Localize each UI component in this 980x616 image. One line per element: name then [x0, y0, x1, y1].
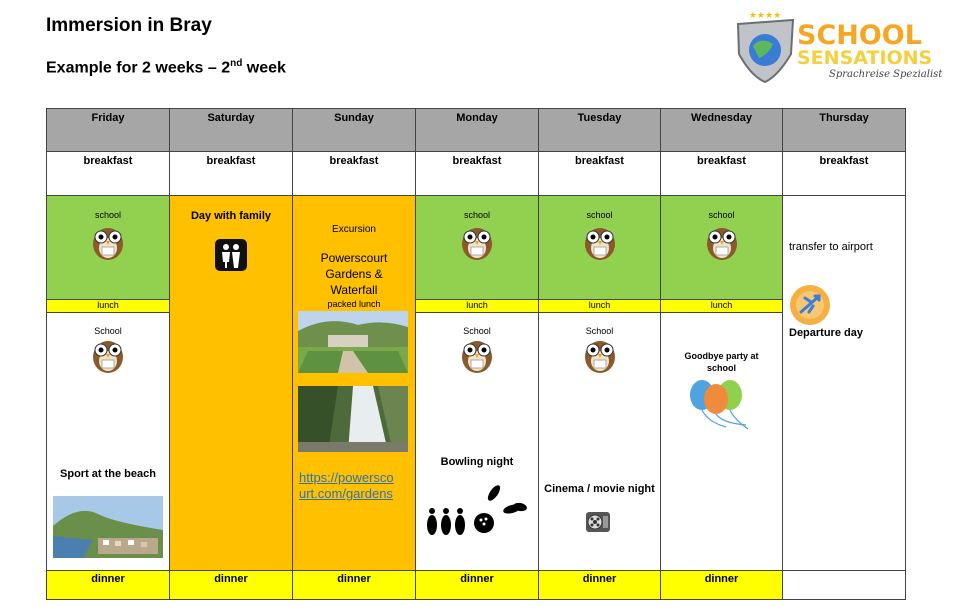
- cinema-night-label: Cinema / movie night: [544, 483, 655, 495]
- day-header-saturday: Saturday: [169, 108, 293, 152]
- powerscourt-label: Powerscourt Gardens & Waterfall: [320, 251, 388, 297]
- thursday-dinner-empty: [782, 570, 906, 600]
- breakfast-cell: breakfast: [415, 151, 539, 196]
- page-title: Immersion in Bray: [46, 15, 212, 36]
- dinner-cell: dinner: [292, 570, 416, 600]
- lunch-cell: lunch: [46, 299, 170, 313]
- dinner-cell: dinner: [538, 570, 661, 600]
- svg-text:SENSATIONS: SENSATIONS: [797, 47, 933, 69]
- bowling-icon: [424, 481, 530, 543]
- lunch-cell: lunch: [660, 299, 783, 313]
- owl-icon: [88, 335, 128, 375]
- svg-text:Sprachreise Spezialist: Sprachreise Spezialist: [829, 69, 943, 80]
- owl-icon: [580, 335, 620, 375]
- page-subtitle: Example for 2 weeks – 2nd week: [46, 58, 286, 77]
- powerscourt-link[interactable]: https://powersco urt.com/gardens: [299, 470, 394, 501]
- monday-morning-school: [415, 195, 539, 300]
- owl-icon: [88, 222, 128, 262]
- waterfall-photo: [298, 386, 408, 452]
- school-label: School: [94, 326, 122, 336]
- bowling-night-label: Bowling night: [440, 456, 514, 468]
- dinner-cell: dinner: [169, 570, 293, 600]
- wednesday-afternoon: [660, 312, 783, 571]
- breakfast-cell: breakfast: [782, 151, 906, 196]
- monday-afternoon: [415, 312, 539, 571]
- school-sensations-logo: [733, 6, 943, 86]
- excursion-label: Excursion: [332, 224, 376, 235]
- owl-icon: [580, 222, 620, 262]
- dinner-cell: dinner: [415, 570, 539, 600]
- breakfast-cell: breakfast: [46, 151, 170, 196]
- tuesday-morning-school: [538, 195, 661, 300]
- lunch-cell: lunch: [538, 299, 661, 313]
- owl-icon: [457, 222, 497, 262]
- gardens-photo: [298, 311, 408, 373]
- svg-text:SCHOOL: SCHOOL: [797, 20, 922, 51]
- day-header-monday: Monday: [415, 108, 539, 152]
- friday-afternoon: [46, 312, 170, 571]
- day-header-thursday: Thursday: [782, 108, 906, 152]
- airplane-icon: [789, 284, 831, 326]
- breakfast-cell: breakfast: [538, 151, 661, 196]
- svg-text:★★★★: ★★★★: [748, 11, 782, 21]
- school-label: school: [708, 210, 735, 220]
- school-label: School: [585, 326, 614, 336]
- film-reel-icon: [584, 509, 612, 535]
- departure-day-label: Departure day: [789, 327, 863, 339]
- owl-icon: [457, 335, 497, 375]
- saturday-family-day: [169, 195, 293, 571]
- school-label: School: [463, 326, 491, 336]
- school-label: school: [463, 210, 490, 220]
- tuesday-afternoon: [538, 312, 661, 571]
- breakfast-cell: breakfast: [660, 151, 783, 196]
- transfer-airport-label: transfer to airport: [789, 241, 873, 253]
- goodbye-party-label: Goodbye party at school: [684, 351, 759, 373]
- friday-morning-school: [46, 195, 170, 300]
- wednesday-morning-school: [660, 195, 783, 300]
- dinner-cell: dinner: [660, 570, 783, 600]
- day-header-wednesday: Wednesday: [660, 108, 783, 152]
- sport-at-beach-label: Sport at the beach: [60, 468, 156, 480]
- packed-lunch-label: packed lunch: [327, 299, 381, 309]
- breakfast-cell: breakfast: [169, 151, 293, 196]
- day-header-tuesday: Tuesday: [538, 108, 661, 152]
- sunday-excursion: [292, 195, 416, 571]
- owl-icon: [702, 222, 742, 262]
- school-label: school: [94, 210, 121, 220]
- day-header-sunday: Sunday: [292, 108, 416, 152]
- dinner-cell: dinner: [46, 570, 170, 600]
- family-icon: [214, 238, 248, 272]
- day-with-family-label: Day with family: [190, 210, 272, 222]
- beach-photo: [53, 496, 163, 558]
- balloons-icon: [686, 377, 752, 433]
- thursday-departure: [782, 195, 906, 571]
- day-header-friday: Friday: [46, 108, 170, 152]
- lunch-cell: lunch: [415, 299, 539, 313]
- school-label: school: [586, 210, 613, 220]
- breakfast-cell: breakfast: [292, 151, 416, 196]
